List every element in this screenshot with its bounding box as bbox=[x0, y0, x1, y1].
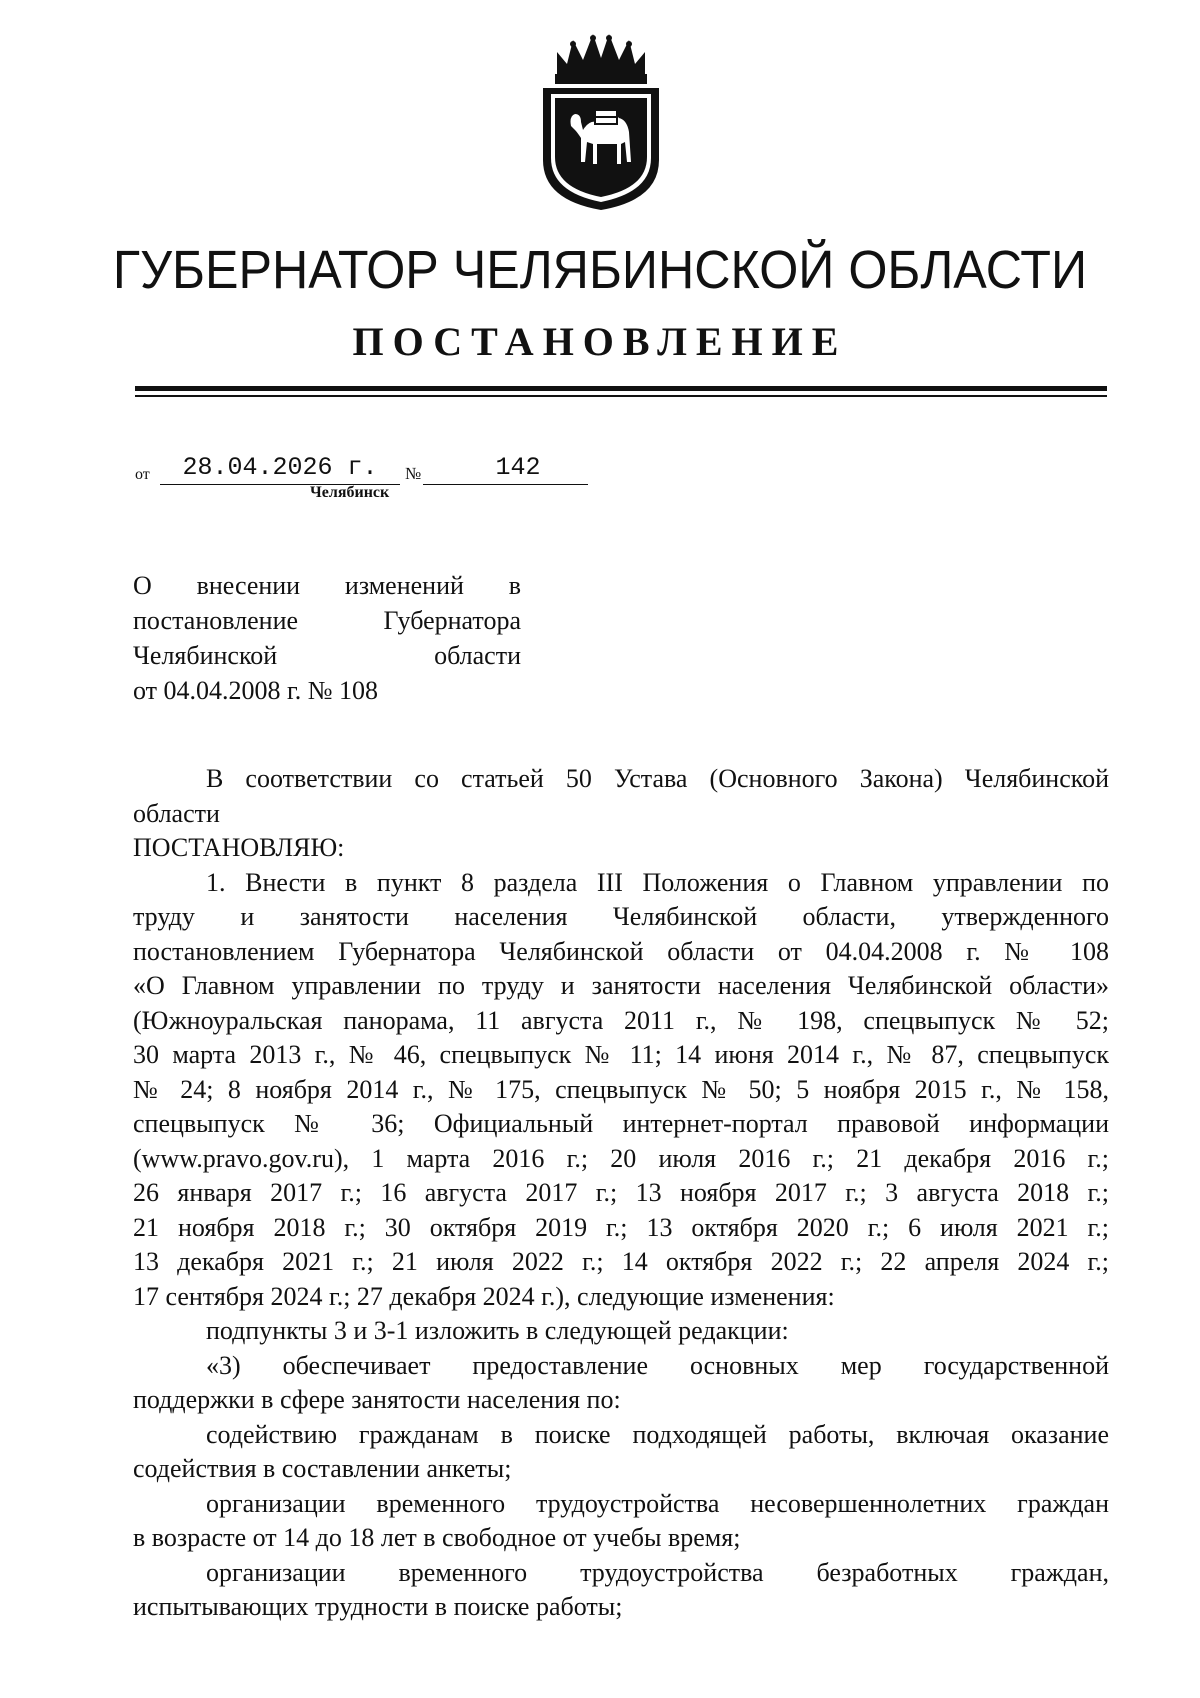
document-type: ПОСТАНОВЛЕНИЕ bbox=[352, 319, 848, 364]
number-label: № bbox=[405, 464, 422, 483]
body-line: (www.pravo.gov.ru), 1 марта 2016 г.; 20 июля 2016 г.; 21 декабря 2016 г.; bbox=[133, 1143, 1109, 1173]
body-line: 1. Внести в пункт 8 раздела III Положения о Главном управлении по bbox=[206, 867, 1109, 897]
body-line: области bbox=[133, 798, 220, 828]
body-line: 17 сентября 2024 г.; 27 декабря 2024 г.), следующие изменения: bbox=[133, 1281, 835, 1311]
body-line: постановлением Губернатора Челябинской области от 04.04.2008 г. № 108 bbox=[133, 936, 1109, 966]
body-line: подпункты 3 и 3-1 изложить в следующей редакции: bbox=[206, 1316, 789, 1345]
body-line: 13 декабря 2021 г.; 21 июля 2022 г.; 14 октября 2022 г.; 22 апреля 2024 г.; bbox=[133, 1247, 1109, 1276]
body-line: спецвыпуск № 36; Официальный интернет-портал правовой информации bbox=[133, 1109, 1109, 1138]
document-subject bbox=[133, 568, 521, 708]
body-line: труду и занятости населения Челябинской области, утвержденного bbox=[133, 902, 1109, 931]
body-line: «О Главном управлении по труду и занятости населения Челябинской области» bbox=[133, 971, 1109, 1000]
body-line: содействия в составлении анкеты; bbox=[133, 1454, 512, 1483]
body-line: организации временного трудоустройства несовершеннолетних граждан bbox=[206, 1488, 1109, 1518]
chelyabinsk-coat-of-arms-icon bbox=[535, 30, 667, 212]
body-line: № 24; 8 ноября 2014 г., № 175, спецвыпуск № 50; 5 ноября 2015 г., № 158, bbox=[133, 1074, 1109, 1104]
body-line: 21 ноября 2018 г.; 30 октября 2019 г.; 13 октября 2020 г.; 6 июля 2021 г.; bbox=[133, 1212, 1109, 1242]
body-line: организации временного трудоустройства безработных граждан, bbox=[206, 1557, 1109, 1587]
date-prefix: от bbox=[135, 466, 150, 483]
body-line: испытывающих трудности в поиске работы; bbox=[133, 1592, 623, 1621]
body-line: (Южноуральская панорама, 11 августа 2011 г., № 198, спецвыпуск № 52; bbox=[133, 1005, 1109, 1035]
body-line: «3) обеспечивает предоставление основных мер государственной bbox=[206, 1350, 1109, 1380]
subject-line: от 04.04.2008 г. № 108 bbox=[133, 676, 379, 705]
subject-line: О внесении изменений в bbox=[133, 571, 521, 600]
document-number: 142 bbox=[423, 452, 588, 485]
body-line: содействию гражданам в поиске подходящей работы, включая оказание bbox=[206, 1419, 1109, 1449]
body-line: 26 января 2017 г.; 16 августа 2017 г.; 13 ноября 2017 г.; 3 августа 2018 г.; bbox=[133, 1178, 1109, 1207]
subject-line: постановление Губернатора bbox=[133, 606, 521, 635]
issuer-title: ГУБЕРНАТОР ЧЕЛЯБИНСКОЙ ОБЛАСТИ bbox=[112, 240, 1088, 300]
header-divider-thick bbox=[135, 386, 1107, 391]
subject-line: Челябинской области bbox=[133, 641, 521, 670]
body-line: в возрасте от 14 до 18 лет в свободное от учебы время; bbox=[133, 1523, 741, 1552]
body-line: В соответствии со статьей 50 Устава (Основного Закона) Челябинской bbox=[206, 764, 1109, 793]
document-city: Челябинск bbox=[310, 484, 390, 501]
header-divider-thin bbox=[135, 395, 1107, 397]
document-date: 28.04.2026 г. bbox=[160, 452, 400, 485]
document-body bbox=[133, 762, 1109, 1625]
body-line: поддержки в сфере занятости населения по: bbox=[133, 1385, 621, 1414]
body-line: 30 марта 2013 г., № 46, спецвыпуск № 11; 14 июня 2014 г., № 87, спецвыпуск bbox=[133, 1040, 1109, 1069]
body-line: ПОСТАНОВЛЯЮ: bbox=[133, 833, 345, 862]
